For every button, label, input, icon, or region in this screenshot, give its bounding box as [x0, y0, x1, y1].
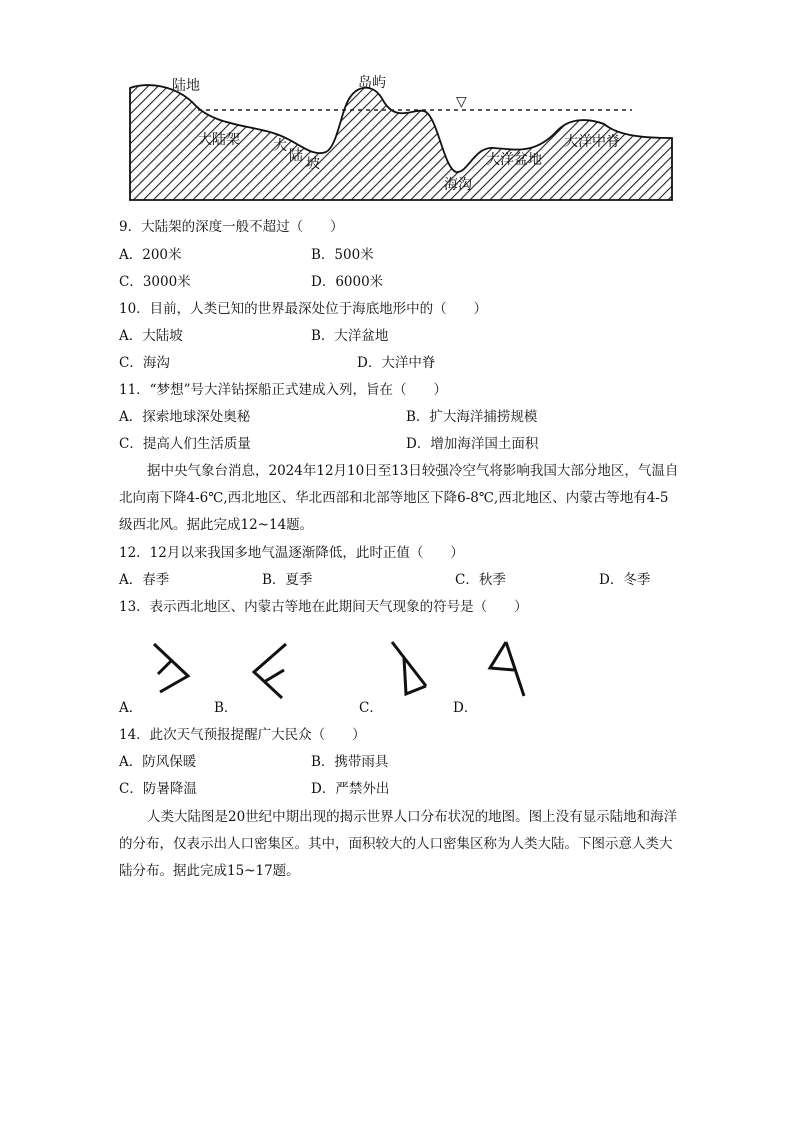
question-14-stem: 14．此次天气预报提醒广大民众（ ）	[119, 727, 366, 743]
passage-human-continent-text: 人类大陆图是20世纪中期出现的揭示世界人口分布状况的地图。图上没有显示陆地和海洋的分布，仅表示出人口密集区。其中，面积较大的人口密集区称为人类大陆。下图示意人类大陆分布。据此完成15~17题。	[119, 809, 678, 879]
q14-option-a[interactable]: A．防风保暖	[119, 754, 197, 770]
label-ocean-basin: 大洋盆地	[486, 152, 542, 168]
q13-option-c[interactable]: C．	[359, 700, 383, 716]
q13-option-b[interactable]: B．	[214, 700, 238, 716]
q14-option-d[interactable]: D．严禁外出	[311, 781, 390, 797]
q12-option-d[interactable]: D．冬季	[599, 572, 651, 588]
q11-option-a[interactable]: A．探索地球深处奥秘	[119, 409, 251, 425]
label-island: 岛屿	[358, 75, 386, 91]
passage-weather	[119, 458, 679, 539]
q11-option-d[interactable]: D．增加海洋国土面积	[406, 436, 539, 452]
passage-human-continent	[119, 804, 679, 885]
question-13-stem: 13．表示西北地区、内蒙古等地在此期间天气现象的符号是（ ）	[119, 599, 528, 615]
q12-option-a[interactable]: A．春季	[119, 572, 170, 588]
q9-option-c[interactable]: C．3000米	[119, 274, 191, 290]
question-10-stem: 10．目前，人类已知的世界最深处位于海底地形中的（ ）	[119, 301, 488, 317]
q10-option-d[interactable]: D．大洋中脊	[357, 355, 436, 371]
question-11-stem: 11．“梦想”号大洋钻探船正式建成入列，旨在（ ）	[119, 382, 447, 398]
q9-option-b[interactable]: B．500米	[311, 247, 374, 263]
q10-option-b[interactable]: B．大洋盆地	[311, 328, 389, 344]
sea-level-symbol: ▽	[456, 94, 467, 110]
seabed-terrain-diagram	[126, 68, 676, 203]
q13-option-a[interactable]: A．	[119, 700, 143, 716]
wind-symbol-b-icon	[244, 640, 292, 700]
q11-option-c[interactable]: C．提高人们生活质量	[119, 436, 251, 452]
label-continental-shelf: 大陆架	[198, 132, 240, 148]
q10-option-c[interactable]: C．海沟	[119, 355, 170, 371]
q14-option-b[interactable]: B．携带雨具	[311, 754, 389, 770]
question-12-stem: 12．12月以来我国多地气温逐渐降低，此时正值（ ）	[119, 545, 464, 561]
q12-option-b[interactable]: B．夏季	[262, 572, 313, 588]
label-continental-slope-2: 陆	[289, 148, 303, 164]
q9-option-a[interactable]: A．200米	[119, 247, 182, 263]
wind-symbol-a-icon	[148, 640, 196, 698]
label-continental-slope-3: 坡	[306, 156, 320, 172]
wind-symbol-d-icon	[484, 638, 532, 700]
label-trench: 海沟	[444, 177, 472, 193]
q13-option-d[interactable]: D．	[453, 700, 478, 716]
q11-option-b[interactable]: B．扩大海洋捕捞规模	[406, 409, 538, 425]
label-land: 陆地	[172, 78, 200, 94]
wind-symbol-c-icon	[384, 638, 432, 698]
q10-option-a[interactable]: A．大陆坡	[119, 328, 183, 344]
label-mid-ocean-ridge: 大洋中脊	[564, 134, 620, 150]
q12-option-c[interactable]: C．秋季	[455, 572, 506, 588]
q9-option-d[interactable]: D．6000米	[311, 274, 384, 290]
passage-weather-text: 据中央气象台消息，2024年12月10日至13日较强冷空气将影响我国大部分地区，气温自北向南下降4-6℃,西北地区、华北西部和北部等地区下降6-8℃,西北地区、内蒙古等地有4-5级西北风。据此完成12~14题。	[119, 463, 679, 533]
q14-option-c[interactable]: C．防暑降温	[119, 781, 197, 797]
label-continental-slope-1: 大	[273, 138, 287, 154]
question-9-stem: 9．大陆架的深度一般不超过（ ）	[119, 219, 344, 235]
